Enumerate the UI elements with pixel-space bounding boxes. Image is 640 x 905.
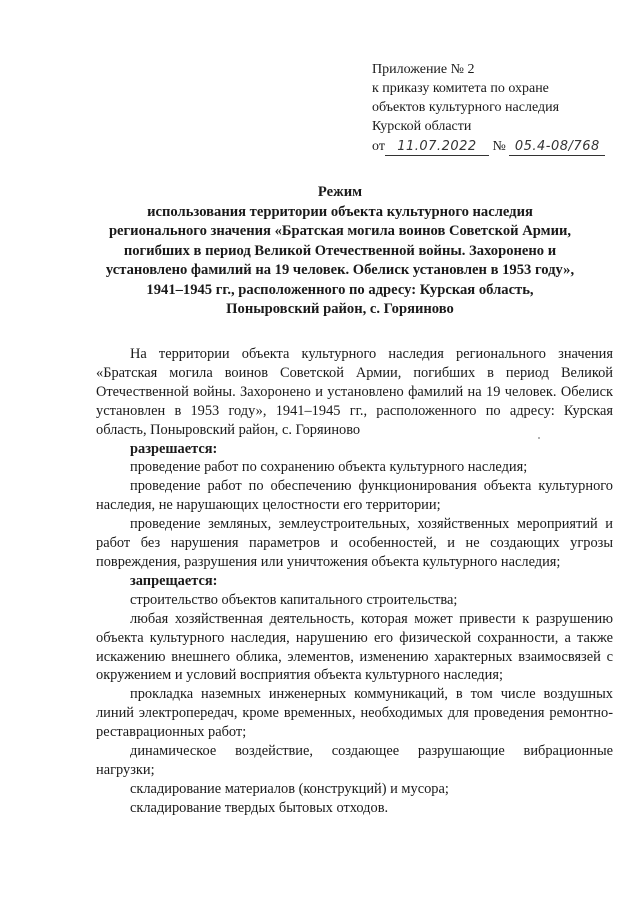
appendix-block — [372, 60, 612, 159]
title-line-1: Режим — [317, 184, 363, 200]
allowed-item-2: проведение работ по обеспечению функционирования объекта культурного наследия, не нарушающих целостности его территории; — [96, 478, 613, 514]
appendix-line-2: к приказу комитета по охране — [372, 81, 549, 96]
intro-paragraph: На территории объекта культурного наследия регионального значения «Братская могила воинов Советской Армии, погибших в период Великой Отечественной войны. Захоронено и установлено фамилий на 19 человек. Обелиск установлен в 1953 году», 1941–1945 гг., расположенного по адресу: Курская область, Поныровский район, с. Горяиново — [96, 346, 613, 438]
number-handwritten: 05.4-08/768 — [514, 139, 600, 154]
appendix-line-4: Курской области — [372, 119, 472, 134]
number-prefix: № — [492, 139, 506, 154]
allowed-item-1: проведение работ по сохранению объекта культурного наследия; — [130, 459, 528, 476]
forbidden-item-4: динамическое воздействие, создающее разрушающие вибрационные нагрузки; — [96, 743, 613, 778]
title-line-3: регионального значения «Братская могила воинов Советской Армии, — [108, 223, 572, 239]
appendix-line-3: объектов культурного наследия — [372, 100, 560, 115]
forbidden-item-2: любая хозяйственная деятельность, которая может привести к разрушению объекта культурного наследия, нарушению его физической сохранности, а также искажению внешнего облика, элементов, изменению характерных взаимосвязей с окружением и условий восприятия объекта культурного наследия; — [96, 610, 613, 684]
forbidden-item-1: строительство объектов капитального строительства; — [130, 591, 458, 608]
title-line-7: Поныровский район, с. Горяиново — [226, 301, 454, 317]
forbidden-item-6: складирование твердых бытовых отходов. — [130, 799, 389, 816]
appendix-date-line — [372, 137, 612, 159]
title-line-5: установлено фамилий на 19 человек. Обелиск установлен в 1953 году», — [105, 262, 575, 278]
date-field — [385, 139, 489, 156]
date-handwritten: 11.07.2022 — [397, 139, 477, 154]
document-body — [96, 345, 613, 818]
forbidden-heading: запрещается: — [130, 572, 218, 589]
document-title — [70, 183, 610, 320]
title-line-4: погибших в период Великой Отечественной войны. Захоронено и — [123, 242, 557, 259]
allowed-heading: разрешается: — [130, 440, 218, 457]
title-line-2: использования территории объекта культурного наследия — [147, 203, 533, 220]
number-field — [509, 139, 605, 156]
forbidden-item-3: прокладка наземных инженерных коммуникаций, в том числе воздушных линий электропередач, кроме временных, необходимых для проведения ремонтно-реставрационных работ; — [96, 686, 613, 741]
forbidden-item-5: складирование материалов (конструкций) и мусора; — [130, 780, 449, 797]
allowed-item-3: проведение земляных, землеустроительных, хозяйственных мероприятий и работ без нарушения параметров и особенностей, и не создающих угрозы повреждения, разрушения или уничтожения объекта культурного наследия; — [96, 516, 613, 570]
date-prefix: от — [372, 139, 385, 154]
appendix-line-1: Приложение № 2 — [372, 62, 475, 77]
title-line-6: 1941–1945 гг., расположенного по адресу: Курская область, — [146, 281, 534, 298]
